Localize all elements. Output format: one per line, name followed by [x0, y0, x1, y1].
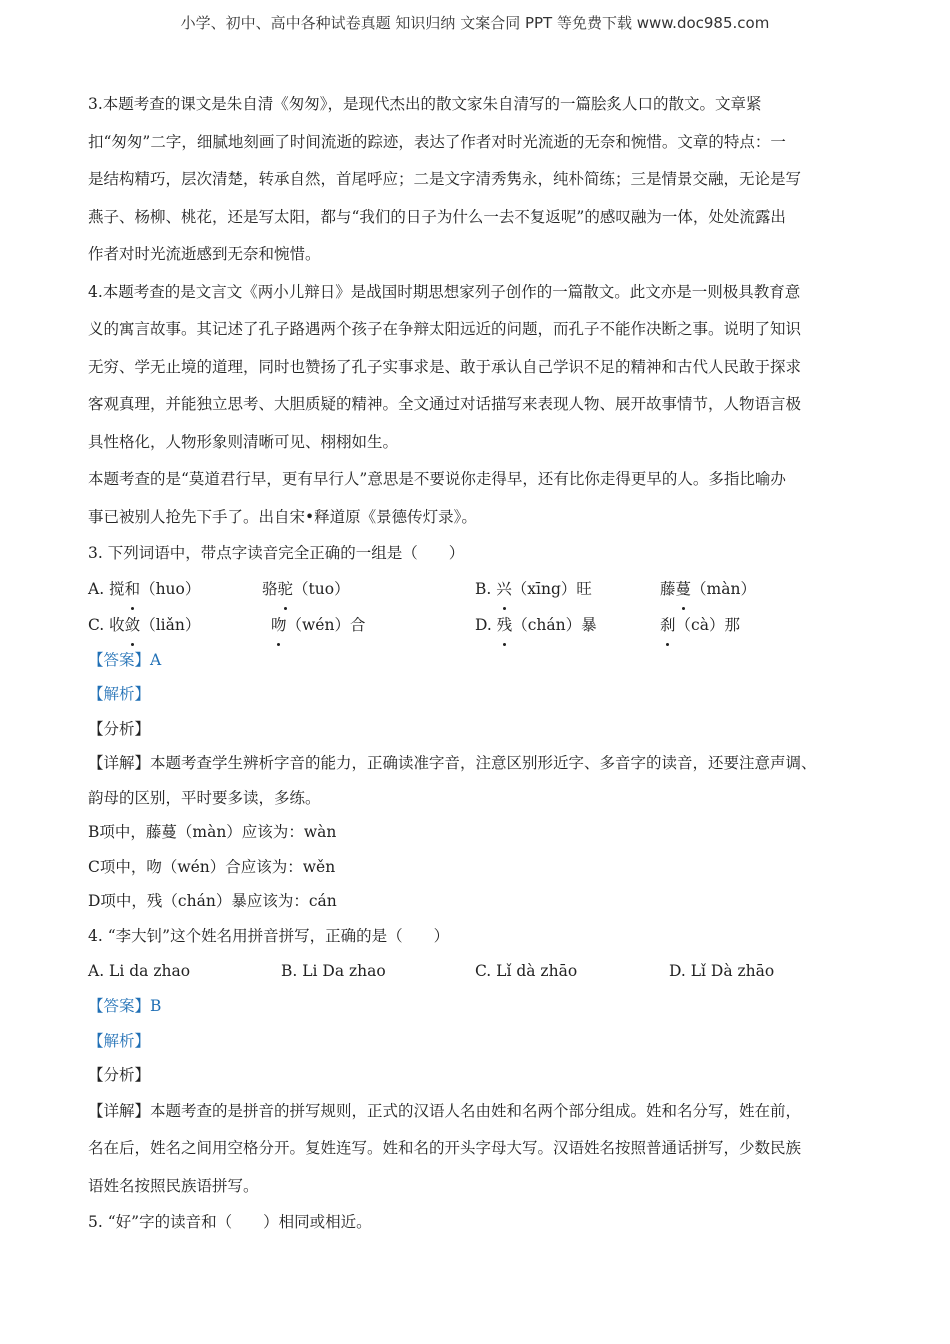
option-d: D. 残（chán）暴 [475, 607, 597, 643]
option-b: B. 兴（xīng）旺 [475, 571, 592, 607]
question-3 [88, 536, 878, 919]
dotted-char: 敛 [125, 607, 141, 643]
paragraph-5 [88, 461, 878, 536]
text-line: 事已被别人抢先下手了。出自宋•释道原《景德传灯录》。 [88, 507, 477, 526]
page-header: 小学、初中、高中各种试卷真题 知识归纳 文案合同 PPT 等免费下载 www.doc985.com [180, 14, 770, 32]
answer-label: 【答案】B [88, 997, 162, 1015]
text-line: 具性格化，人物形象则清晰可见、栩栩如生。 [88, 432, 399, 451]
options-row [88, 953, 878, 989]
detail-line: 【详解】本题考查学生辨析字音的能力，正确读准字音，注意区别形近字、多音字的读音，还要注意声调、 [88, 754, 817, 772]
dotted-char: 兴 [496, 571, 512, 607]
question-stem: 5. “好”字的读音和（ ）相同或相近。 [88, 1213, 372, 1231]
options-row-cd [88, 607, 878, 643]
dotted-char: 驼 [278, 571, 294, 607]
dotted-char: 和 [125, 571, 141, 607]
option-a: A. Li da zhao [88, 962, 191, 980]
text-line: 4.本题考查的是文言文《两小儿辩日》是战国时期思想家列子创作的一篇散文。此文亦是一则极具教育意 [88, 282, 801, 301]
correction-line: D项中，残（chán）暴应该为：cán [88, 892, 337, 910]
detail-line: 韵母的区别，平时要多读，多练。 [88, 788, 321, 807]
dotted-char: 刹 [660, 607, 676, 643]
options-row-ab [88, 571, 878, 607]
text-line: 客观真理，并能独立思考、大胆质疑的精神。全文通过对话描写来表现人物、展开故事情节，人物语言极 [88, 395, 802, 413]
correction-line: B项中，藤蔓（màn）应该为：wàn [88, 823, 337, 841]
question-5 [88, 1205, 878, 1240]
answer-label: 【答案】A [88, 650, 162, 669]
text-line: 燕子、杨柳、桃花，还是写太阳，都与“我们的日子为什么一去不复返呢”的感叹融为一体，处处流露出 [88, 207, 786, 226]
option-d: D. Lǐ Dà zhāo [669, 962, 775, 980]
text-line: 3.本题考查的课文是朱自清《匆匆》，是现代杰出的散文家朱自清写的一篇脍炙人口的散文。文章紧 [88, 95, 762, 113]
fenxi-label: 【分析】 [88, 719, 151, 738]
option-d-word2: 刹（cà）那 [660, 607, 740, 643]
detail-line: 语姓名按照民族语拼写。 [88, 1176, 259, 1195]
option-b: B. Li Da zhao [281, 962, 386, 980]
document-body [88, 86, 878, 1240]
paragraph-4 [88, 274, 878, 462]
option-c: C. 收敛（liǎn） [88, 607, 200, 643]
dotted-char: 残 [497, 607, 513, 643]
detail-line: 名在后，姓名之间用空格分开。复姓连写。姓和名的开头字母大写。汉语姓名按照普通话拼写，少数民族 [88, 1139, 802, 1157]
correction-line: C项中，吻（wén）合应该为：wěn [88, 857, 336, 876]
option-c: C. Lǐ dà zhāo [475, 962, 578, 980]
dotted-char: 吻 [271, 607, 287, 643]
text-line: 无穷、学无止境的道理，同时也赞扬了孔子实事求是、敢于承认自己学识不足的精神和古代人民敢于探求 [88, 357, 802, 376]
text-line: 作者对时光流逝感到无奈和惋惜。 [88, 245, 321, 263]
option-b-word2: 藤蔓（màn） [660, 571, 756, 607]
text-line: 是结构精巧，层次清楚，转承自然，首尾呼应；二是文字清秀隽永，纯朴简练；三是情景交融，无论是写 [88, 170, 802, 188]
question-stem: 3. 下列词语中，带点字读音完全正确的一组是（ ） [88, 544, 465, 562]
text-line: 义的寓言故事。其记述了孔子路遇两个孩子在争辩太阳远近的问题，而孔子不能作决断之事。说明了知识 [88, 320, 802, 338]
question-4 [88, 919, 878, 1206]
detail-line: 【详解】本题考查的是拼音的拼写规则，正式的汉语人名由姓和名两个部分组成。姓和名分写，姓在前， [88, 1101, 802, 1120]
fenxi-label: 【分析】 [88, 1066, 151, 1084]
text-line: 本题考查的是“莫道君行早，更有早行人”意思是不要说你走得早，还有比你走得更早的人。多指比喻办 [88, 470, 786, 488]
option-a: A. 搅和（huo） [88, 571, 200, 607]
dotted-char: 蔓 [676, 571, 692, 607]
question-stem: 4. “李大钊”这个姓名用拼音拼写，正确的是（ ） [88, 926, 450, 945]
option-c-word2: 吻（wén）合 [271, 607, 365, 643]
analysis-label: 【解析】 [88, 685, 151, 703]
option-a-word2: 骆驼（tuo） [262, 571, 350, 607]
analysis-label: 【解析】 [88, 1031, 151, 1050]
paragraph-3 [88, 86, 878, 274]
text-line: 扣“匆匆”二字，细腻地刻画了时间流逝的踪迹，表达了作者对时光流逝的无奈和惋惜。文章的特点：一 [88, 132, 786, 151]
